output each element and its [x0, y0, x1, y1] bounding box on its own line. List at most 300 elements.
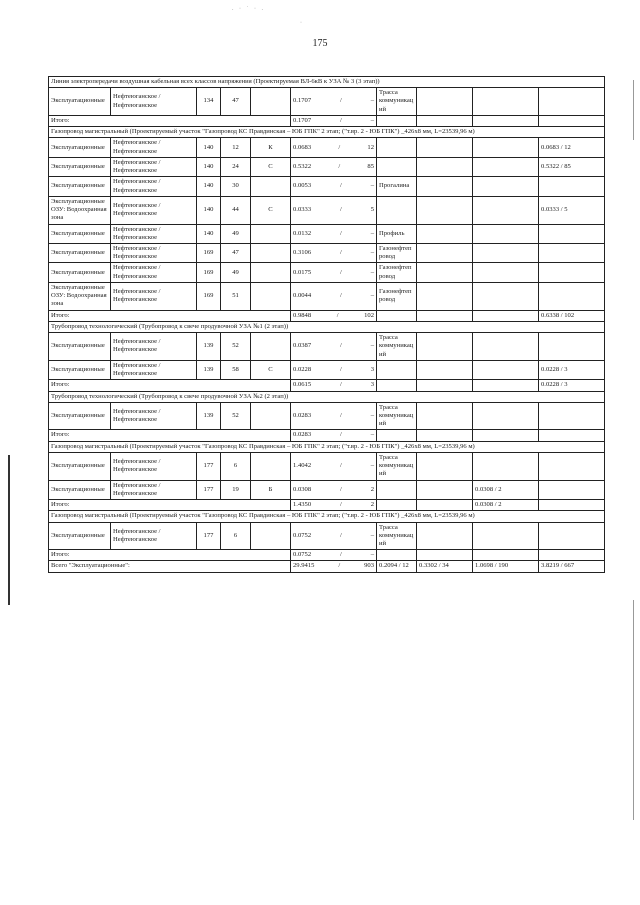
quarter-number: 140	[197, 177, 221, 196]
land-category: Эксплуатационные	[49, 138, 111, 157]
area-extra: –	[370, 229, 374, 237]
area-slash: /	[340, 531, 342, 539]
land-category: Эксплуатационные	[49, 452, 111, 480]
col-8	[417, 522, 473, 550]
area-slash: /	[340, 292, 342, 300]
col-9	[473, 88, 539, 116]
col-10	[539, 263, 605, 282]
area-cell	[291, 402, 377, 430]
grand-total-col10: 3.8219 / 667	[539, 561, 605, 572]
quarter-number: 139	[197, 360, 221, 379]
area-value: 0.0044	[293, 292, 312, 300]
area-slash: /	[340, 268, 342, 276]
land-category: Эксплуатационные	[49, 224, 111, 243]
area-extra: –	[370, 268, 374, 276]
area-cell	[291, 224, 377, 243]
col-9	[473, 452, 539, 480]
land-category: Эксплуатационные	[49, 263, 111, 282]
col-8	[417, 310, 473, 321]
col-10	[539, 115, 605, 126]
area-value: 0.0683	[293, 143, 312, 151]
area-cell	[291, 157, 377, 176]
section-title: Линия электропередачи воздушная кабельная всех классов напряжения (Проектируемая ВЛ-6кВ к УЗА № 3 (3 этап))	[49, 77, 605, 88]
area-value: 0.9848	[293, 311, 312, 319]
area-cell	[291, 88, 377, 116]
col-10: 0.5322 / 85	[539, 157, 605, 176]
col-8	[417, 115, 473, 126]
quarter-number: 134	[197, 88, 221, 116]
col-10	[539, 480, 605, 499]
plot-number: 47	[221, 243, 251, 262]
col-10	[539, 224, 605, 243]
protection-category	[251, 263, 291, 282]
protection-category: С	[251, 360, 291, 379]
quarter-number: 140	[197, 157, 221, 176]
area-value: 0.0308	[293, 485, 312, 493]
area-slash: /	[338, 143, 341, 151]
area-extra: 102	[364, 311, 374, 319]
table-row	[49, 224, 605, 243]
land-category: Эксплуатационные	[49, 177, 111, 196]
area-cell	[291, 360, 377, 379]
protection-category	[251, 333, 291, 361]
col-9	[473, 430, 539, 441]
plot-number: 12	[221, 138, 251, 157]
col-9	[473, 115, 539, 126]
area-value: 29.9415	[293, 562, 315, 570]
total-row	[49, 115, 605, 126]
plot-number: 6	[221, 452, 251, 480]
land-type: Газонефтепровод	[377, 243, 417, 262]
col-10	[539, 522, 605, 550]
area-cell	[291, 115, 377, 126]
land-type: Трасса коммуникаций	[377, 452, 417, 480]
area-value: 0.1707	[293, 97, 312, 105]
area-value: 0.5322	[293, 162, 312, 170]
section-header-row	[49, 77, 605, 88]
quarter-number: 139	[197, 402, 221, 430]
land-type: Газонефтепровод	[377, 282, 417, 310]
col-8	[417, 380, 473, 391]
table-row	[49, 402, 605, 430]
col-9	[473, 550, 539, 561]
quarter-number: 140	[197, 138, 221, 157]
area-cell	[291, 561, 377, 572]
col-8	[417, 480, 473, 499]
area-value: 1.4350	[293, 501, 312, 509]
col-9	[473, 402, 539, 430]
area-slash: /	[338, 562, 341, 570]
protection-category	[251, 452, 291, 480]
protection-category	[251, 88, 291, 116]
area-slash: /	[340, 206, 342, 214]
plot-number: 58	[221, 360, 251, 379]
area-extra: 2	[370, 501, 374, 509]
area-extra: –	[370, 411, 374, 419]
quarter-number: 177	[197, 480, 221, 499]
area-slash: /	[340, 462, 342, 470]
col-8	[417, 243, 473, 262]
section-title: Газопровод магистральный (Проектируемый участок "Газопровод КС Правдинская – ЮБ ГПК" 2 этап; ("т.вр. 2 - ЮБ ГПК") _426x8 мм, L=23539,96 м)	[49, 127, 605, 138]
land-type: Профиль	[377, 224, 417, 243]
forestry-name: Нефтеюганское / Нефтеюганское	[111, 333, 197, 361]
col-8	[417, 333, 473, 361]
land-type: Трасса коммуникаций	[377, 522, 417, 550]
col-10	[539, 500, 605, 511]
col-8	[417, 360, 473, 379]
land-type	[377, 550, 417, 561]
table-row	[49, 452, 605, 480]
area-extra: 5	[370, 206, 374, 214]
total-label: Итого:	[49, 430, 291, 441]
col-8	[417, 88, 473, 116]
protection-category	[251, 243, 291, 262]
col-8	[417, 500, 473, 511]
col-8	[417, 157, 473, 176]
protection-category	[251, 282, 291, 310]
forest-plot-table-wrapper	[48, 76, 604, 573]
area-extra: –	[370, 249, 374, 257]
area-value: 0.0333	[293, 206, 312, 214]
plot-number: 52	[221, 402, 251, 430]
area-cell	[291, 310, 377, 321]
area-slash: /	[340, 381, 342, 389]
area-extra: –	[370, 97, 374, 105]
area-extra: –	[370, 431, 374, 439]
area-cell	[291, 263, 377, 282]
col-10	[539, 402, 605, 430]
land-type	[377, 196, 417, 224]
area-extra: –	[370, 531, 374, 539]
land-type	[377, 360, 417, 379]
plot-number: 51	[221, 282, 251, 310]
area-slash: /	[340, 431, 342, 439]
section-header-row	[49, 127, 605, 138]
area-cell	[291, 243, 377, 262]
area-extra: 85	[367, 162, 374, 170]
land-category: Эксплуатационные	[49, 480, 111, 499]
area-cell	[291, 196, 377, 224]
area-extra: –	[370, 116, 374, 124]
col-9	[473, 282, 539, 310]
area-cell	[291, 430, 377, 441]
col-9	[473, 310, 539, 321]
section-header-row	[49, 321, 605, 332]
table-row	[49, 243, 605, 262]
total-label: Итого:	[49, 115, 291, 126]
area-cell	[291, 500, 377, 511]
grand-total-row	[49, 561, 605, 572]
area-slash: /	[336, 311, 339, 319]
total-label: Итого:	[49, 380, 291, 391]
plot-number: 24	[221, 157, 251, 176]
area-slash: /	[340, 411, 342, 419]
total-row	[49, 550, 605, 561]
land-category: Эксплуатационные	[49, 402, 111, 430]
area-extra: –	[370, 182, 374, 190]
col-10: 0.0683 / 12	[539, 138, 605, 157]
col-10	[539, 333, 605, 361]
area-value: 0.0387	[293, 342, 312, 350]
quarter-number: 140	[197, 224, 221, 243]
area-cell	[291, 177, 377, 196]
col-10: 0.0228 / 3	[539, 380, 605, 391]
area-value: 0.0752	[293, 551, 312, 559]
protection-category: С	[251, 196, 291, 224]
land-type	[377, 115, 417, 126]
area-cell	[291, 550, 377, 561]
protection-category: К	[251, 138, 291, 157]
col-8	[417, 550, 473, 561]
table-row	[49, 138, 605, 157]
col-8	[417, 430, 473, 441]
forestry-name: Нефтеюганское / Нефтеюганское	[111, 263, 197, 282]
area-extra: –	[370, 342, 374, 350]
col-8	[417, 282, 473, 310]
area-cell	[291, 380, 377, 391]
area-slash: /	[340, 342, 342, 350]
total-row	[49, 500, 605, 511]
col-8	[417, 452, 473, 480]
area-slash: /	[340, 97, 342, 105]
protection-category	[251, 177, 291, 196]
table-row	[49, 282, 605, 310]
grand-total-col9: 1.0698 / 190	[473, 561, 539, 572]
area-value: 0.1707	[293, 116, 312, 124]
col-9	[473, 196, 539, 224]
table-row	[49, 263, 605, 282]
col-9	[473, 157, 539, 176]
area-cell	[291, 282, 377, 310]
col-9	[473, 333, 539, 361]
area-cell	[291, 522, 377, 550]
area-value: 0.0053	[293, 182, 312, 190]
col-8	[417, 224, 473, 243]
land-category: Эксплуатационные	[49, 333, 111, 361]
forest-plot-table	[48, 76, 605, 573]
area-extra: 2	[370, 485, 374, 493]
col-9	[473, 224, 539, 243]
col-8	[417, 177, 473, 196]
col-10	[539, 550, 605, 561]
quarter-number: 139	[197, 333, 221, 361]
area-slash: /	[340, 116, 342, 124]
col-8	[417, 196, 473, 224]
area-value: 1.4042	[293, 462, 312, 470]
total-label: Итого:	[49, 310, 291, 321]
land-type: Прогалина	[377, 177, 417, 196]
table-row	[49, 196, 605, 224]
land-category: Эксплуатационные	[49, 88, 111, 116]
col-10	[539, 88, 605, 116]
section-title: Трубопровод технологический (Трубопровод к свече продувочной УЗА №2 (2 этап))	[49, 391, 605, 402]
area-slash: /	[340, 182, 342, 190]
area-value: 0.0228	[293, 365, 312, 373]
forestry-name: Нефтеюганское / Нефтеюганское	[111, 282, 197, 310]
col-10: 0.6338 / 102	[539, 310, 605, 321]
scan-edge-mark	[633, 600, 634, 820]
land-type	[377, 430, 417, 441]
grand-total-label: Всего "Эксплуатационные":	[49, 561, 291, 572]
quarter-number: 169	[197, 282, 221, 310]
col-9	[473, 138, 539, 157]
col-10: 0.0228 / 3	[539, 360, 605, 379]
table-row	[49, 333, 605, 361]
land-type: Трасса коммуникаций	[377, 333, 417, 361]
col-9: 0.0308 / 2	[473, 480, 539, 499]
page-number: 175	[312, 38, 328, 49]
land-type: Трасса коммуникаций	[377, 88, 417, 116]
forestry-name: Нефтеюганское / Нефтеюганское	[111, 452, 197, 480]
col-9	[473, 243, 539, 262]
plot-number: 30	[221, 177, 251, 196]
col-9	[473, 177, 539, 196]
area-extra: –	[370, 551, 374, 559]
total-row	[49, 310, 605, 321]
total-row	[49, 380, 605, 391]
grand-total-col7: 0.2094 / 12	[377, 561, 417, 572]
scan-margin-mark	[8, 455, 10, 605]
land-type	[377, 500, 417, 511]
area-extra: –	[370, 292, 374, 300]
land-type	[377, 138, 417, 157]
total-row	[49, 430, 605, 441]
total-label: Итого:	[49, 500, 291, 511]
col-8	[417, 263, 473, 282]
forestry-name: Нефтеюганское / Нефтеюганское	[111, 522, 197, 550]
area-cell	[291, 452, 377, 480]
area-value: 0.0283	[293, 431, 312, 439]
land-type	[377, 480, 417, 499]
area-value: 0.0283	[293, 411, 312, 419]
land-category: Эксплуатационные	[49, 157, 111, 176]
protection-category: С	[251, 157, 291, 176]
quarter-number: 169	[197, 263, 221, 282]
area-cell	[291, 333, 377, 361]
forestry-name: Нефтеюганское / Нефтеюганское	[111, 196, 197, 224]
table-row	[49, 522, 605, 550]
protection-category: Б	[251, 480, 291, 499]
area-slash: /	[340, 249, 342, 257]
col-9: 0.0308 / 2	[473, 500, 539, 511]
area-slash: /	[340, 365, 342, 373]
protection-category	[251, 522, 291, 550]
area-extra: 3	[370, 381, 374, 389]
land-category: Эксплуатационные ОЗУ: Водоохранная зона	[49, 282, 111, 310]
area-cell	[291, 480, 377, 499]
area-slash: /	[340, 501, 342, 509]
area-value: 0.0615	[293, 381, 312, 389]
land-category: Эксплуатационные ОЗУ: Водоохранная зона	[49, 196, 111, 224]
plot-number: 49	[221, 224, 251, 243]
area-extra: 903	[364, 562, 374, 570]
section-header-row	[49, 441, 605, 452]
plot-number: 6	[221, 522, 251, 550]
quarter-number: 177	[197, 452, 221, 480]
col-10	[539, 243, 605, 262]
col-8	[417, 138, 473, 157]
quarter-number: 169	[197, 243, 221, 262]
area-slash: /	[340, 229, 342, 237]
section-header-row	[49, 391, 605, 402]
forestry-name: Нефтеюганское / Нефтеюганское	[111, 480, 197, 499]
table-row	[49, 88, 605, 116]
col-10: 0.0333 / 5	[539, 196, 605, 224]
land-type	[377, 157, 417, 176]
col-9	[473, 522, 539, 550]
forestry-name: Нефтеюганское / Нефтеюганское	[111, 157, 197, 176]
forestry-name: Нефтеюганское / Нефтеюганское	[111, 360, 197, 379]
grand-total-col8: 0.3302 / 34	[417, 561, 473, 572]
land-category: Эксплуатационные	[49, 243, 111, 262]
forestry-name: Нефтеюганское / Нефтеюганское	[111, 138, 197, 157]
area-slash: /	[338, 162, 341, 170]
total-label: Итого:	[49, 550, 291, 561]
land-type: Газонефтепровод	[377, 263, 417, 282]
table-row	[49, 177, 605, 196]
area-extra: –	[370, 462, 374, 470]
table-row	[49, 360, 605, 379]
forestry-name: Нефтеюганское / Нефтеюганское	[111, 224, 197, 243]
land-type	[377, 380, 417, 391]
protection-category	[251, 224, 291, 243]
area-slash: /	[340, 485, 342, 493]
forestry-name: Нефтеюганское / Нефтеюганское	[111, 88, 197, 116]
section-header-row	[49, 511, 605, 522]
scan-noise: ·	[300, 20, 304, 26]
col-10	[539, 282, 605, 310]
plot-number: 47	[221, 88, 251, 116]
col-9	[473, 380, 539, 391]
quarter-number: 177	[197, 522, 221, 550]
area-value: 0.0175	[293, 268, 312, 276]
plot-number: 44	[221, 196, 251, 224]
plot-number: 52	[221, 333, 251, 361]
land-category: Эксплуатационные	[49, 360, 111, 379]
area-extra: 12	[367, 143, 374, 151]
area-slash: /	[340, 551, 342, 559]
col-9	[473, 263, 539, 282]
section-title: Газопровод магистральный (Проектируемый участок "Газопровод КС Правдинская – ЮБ ГПК" 2 этап; ("т.вр. 2 - ЮБ ГПК") _426x8 мм, L=23539,96 м)	[49, 511, 605, 522]
forestry-name: Нефтеюганское / Нефтеюганское	[111, 402, 197, 430]
section-title: Газопровод магистральный (Проектируемый участок "Газопровод КС Правдинская – ЮБ ГПК" 2 этап; ("т.вр. 2 - ЮБ ГПК") _426x8 мм, L=23539,96 м)	[49, 441, 605, 452]
section-title: Трубопровод технологический (Трубопровод к свече продувочной УЗА №1 (2 этап))	[49, 321, 605, 332]
col-10	[539, 430, 605, 441]
scan-edge-mark	[633, 80, 634, 140]
protection-category	[251, 402, 291, 430]
area-value: 0.0752	[293, 531, 312, 539]
quarter-number: 140	[197, 196, 221, 224]
col-10	[539, 177, 605, 196]
col-9	[473, 360, 539, 379]
area-cell	[291, 138, 377, 157]
scan-noise: . · ˙ · .	[232, 6, 265, 12]
table-row	[49, 157, 605, 176]
land-category: Эксплуатационные	[49, 522, 111, 550]
forestry-name: Нефтеюганское / Нефтеюганское	[111, 243, 197, 262]
table-row	[49, 480, 605, 499]
land-type: Трасса коммуникаций	[377, 402, 417, 430]
plot-number: 49	[221, 263, 251, 282]
forestry-name: Нефтеюганское / Нефтеюганское	[111, 177, 197, 196]
area-value: 0.0132	[293, 229, 312, 237]
land-type	[377, 310, 417, 321]
col-10	[539, 452, 605, 480]
area-extra: 3	[370, 365, 374, 373]
col-8	[417, 402, 473, 430]
area-value: 0.3106	[293, 249, 312, 257]
plot-number: 19	[221, 480, 251, 499]
